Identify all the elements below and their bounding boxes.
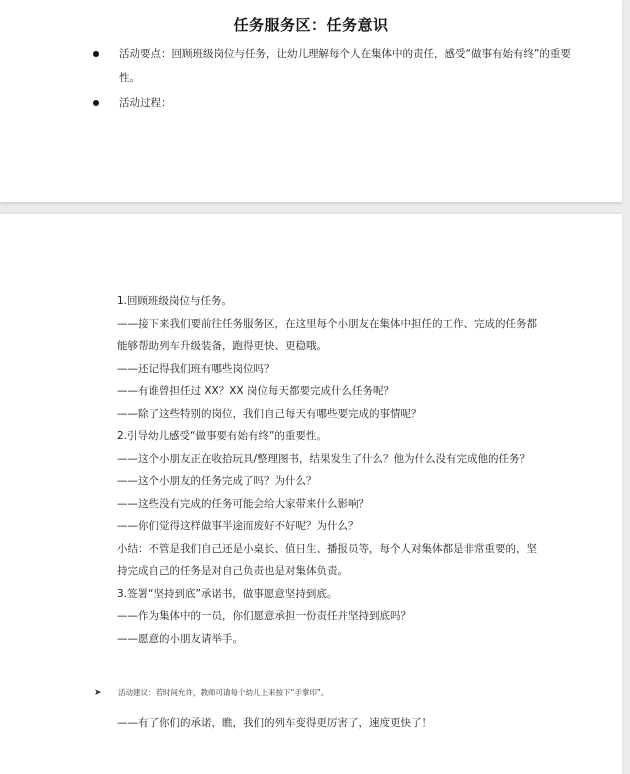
paragraph-line: 1.回顾班级岗位与任务。	[117, 295, 233, 307]
closing-line: ——有了你们的承诺，瞧，我们的列车变得更厉害了，速度更快了！	[117, 717, 432, 729]
paragraph-line: ——这个小朋友正在收拾玩具/整理图书，结果发生了什么？他为什么没有完成他的任务？	[117, 452, 531, 465]
document-page-1	[0, 0, 622, 202]
arrow-bullet-icon: ➤	[94, 688, 102, 698]
paragraph-line: ——这个小朋友的任务完成了吗？为什么？	[117, 475, 317, 487]
page-title: 任务服务区：任务意识	[233, 16, 389, 34]
paragraph-line: ——有谁曾担任过 XX？XX 岗位每天都要完成什么任务呢？	[117, 385, 394, 397]
paragraph-line: ——你们觉得这样做事半途而废好不好呢？为什么？	[117, 520, 359, 532]
paragraph-line: 小结：不管是我们自己还是小桌长、值日生、播报员等，每个人对集体都是非常重要的，坚	[117, 542, 537, 555]
paragraph-line: ——接下来我们要前往任务服务区，在这里每个小朋友在集体中担任的工作、完成的任务都	[117, 317, 537, 330]
activity-process-body	[117, 290, 587, 650]
bullet-text: 活动要点：回顾班级岗位与任务，让幼儿理解每个人在集体中的责任，感受“做事有始有终”的重要性。	[119, 48, 571, 84]
paragraph-line: ——还记得我们班有哪些岗位吗？	[117, 362, 275, 375]
note-text: 活动建议：若时间允许，教师可请每个幼儿上来按下“手掌印”。	[118, 688, 329, 697]
paragraph-line: 3.签署“坚持到底”承诺书，做事愿意坚持到底。	[117, 587, 338, 600]
paragraph-line: 2.引导幼儿感受“做事要有始有终”的重要性。	[117, 430, 327, 442]
bullet-text: 活动过程：	[119, 97, 172, 109]
paragraph-line: ——愿意的小朋友请举手。	[117, 632, 243, 645]
paragraph-line: ——这些没有完成的任务可能会给大家带来什么影响？	[117, 497, 369, 510]
paragraph-line: 能够帮助列车升级装备，跑得更快、更稳哦。	[117, 340, 327, 352]
paragraph-line: ——作为集体中的一员，你们愿意承担一份责任并坚持到底吗？	[117, 610, 411, 622]
paragraph-line: 持完成自己的任务是对自己负责也是对集体负责。	[117, 565, 348, 577]
bullet-dot-icon	[93, 51, 99, 57]
paragraph-line: ——除了这些特别的岗位，我们自己每天有哪些要完成的事情呢？	[117, 407, 422, 420]
bullet-dot-icon	[93, 100, 99, 106]
